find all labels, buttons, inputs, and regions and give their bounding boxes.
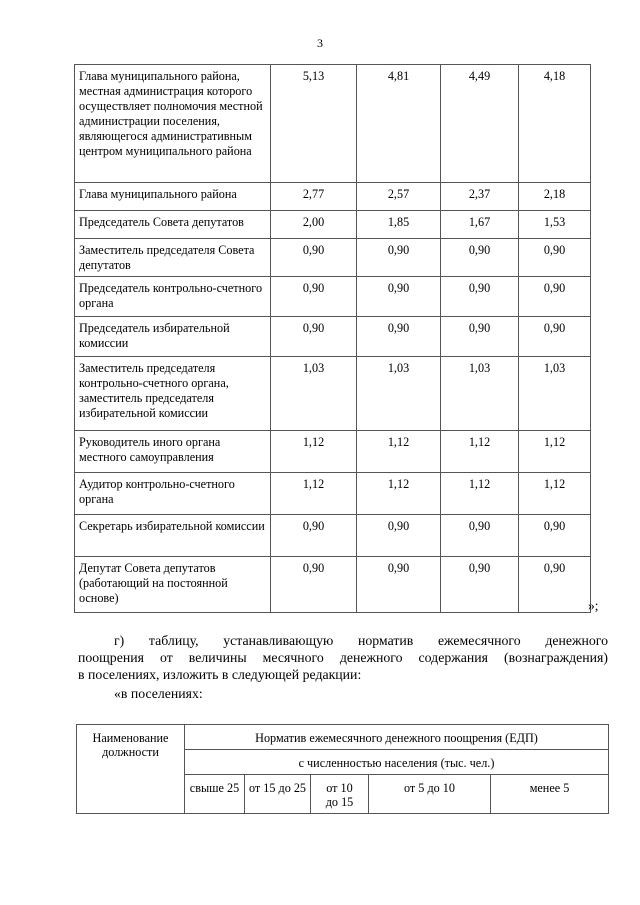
coefficient-cell: 1,67 — [441, 211, 519, 239]
coefficient-cell: 0,90 — [519, 317, 591, 357]
coefficient-cell: 1,12 — [357, 473, 441, 515]
coefficient-cell: 4,49 — [441, 65, 519, 183]
coefficient-cell: 0,90 — [519, 277, 591, 317]
page-number: 3 — [317, 36, 323, 50]
position-name-cell: Глава муниципального района, местная администрация которого осуществляет полномочия местной администрации поселения, являющегося административным центром муниципального района — [75, 65, 271, 183]
table-row — [75, 473, 591, 515]
coefficient-cell: 1,03 — [441, 357, 519, 431]
coefficient-cell: 0,90 — [441, 515, 519, 557]
table-row — [75, 65, 591, 183]
coefficient-cell: 0,90 — [441, 317, 519, 357]
coefficient-cell: 2,77 — [271, 183, 357, 211]
coefficient-cell: 0,90 — [357, 277, 441, 317]
coefficient-cell: 1,12 — [519, 473, 591, 515]
coefficient-cell: 1,03 — [271, 357, 357, 431]
coefficient-cell: 0,90 — [441, 277, 519, 317]
table-row — [75, 431, 591, 473]
coefficient-cell: 2,00 — [271, 211, 357, 239]
coefficient-cell: 0,90 — [271, 515, 357, 557]
coefficient-cell: 1,12 — [519, 431, 591, 473]
amendment-paragraph — [78, 632, 608, 683]
coefficient-cell: 1,12 — [271, 431, 357, 473]
coefficient-cell: 1,12 — [441, 473, 519, 515]
table-row — [75, 317, 591, 357]
coefficient-cell: 4,18 — [519, 65, 591, 183]
coefficient-cell: 2,37 — [441, 183, 519, 211]
table-row — [75, 239, 591, 277]
table-row — [75, 357, 591, 431]
position-name-cell: Председатель контрольно-счетного органа — [75, 277, 271, 317]
position-name-cell: Аудитор контрольно-счетного органа — [75, 473, 271, 515]
paragraph-line-2: поощрения от величины месячного денежного содержания (вознаграждения) — [78, 650, 608, 665]
coefficient-cell: 0,90 — [441, 557, 519, 613]
coefficient-cell: 0,90 — [357, 515, 441, 557]
position-name-cell: Заместитель председателя контрольно-счетного органа, заместитель председателя избирательной комиссии — [75, 357, 271, 431]
table-row — [75, 211, 591, 239]
coefficient-cell: 4,81 — [357, 65, 441, 183]
coefficient-cell: 0,90 — [271, 317, 357, 357]
population-column-header: от 15 до 25 — [245, 775, 311, 814]
coefficient-cell: 0,90 — [357, 239, 441, 277]
paragraph-line-1: г) таблицу, устанавливающую норматив ежемесячного денежного — [114, 633, 608, 648]
coefficient-cell: 0,90 — [271, 239, 357, 277]
table-row — [75, 277, 591, 317]
position-name-cell: Глава муниципального района — [75, 183, 271, 211]
paragraph-line-3: в поселениях, изложить в следующей редакции: — [78, 667, 362, 682]
closing-mark: »; — [588, 598, 599, 613]
main-table — [74, 64, 591, 613]
position-name-cell: Председатель избирательной комиссии — [75, 317, 271, 357]
coefficient-cell: 2,57 — [357, 183, 441, 211]
coefficient-cell: 1,12 — [357, 431, 441, 473]
coefficient-cell: 5,13 — [271, 65, 357, 183]
table-row — [75, 515, 591, 557]
position-name-cell: Председатель Совета депутатов — [75, 211, 271, 239]
coefficient-cell: 2,18 — [519, 183, 591, 211]
population-column-header: свыше 25 — [185, 775, 245, 814]
population-column-header: от 5 до 10 — [369, 775, 491, 814]
settlements-table — [76, 724, 609, 814]
coefficient-cell: 1,12 — [271, 473, 357, 515]
coefficient-cell: 0,90 — [519, 515, 591, 557]
position-name-cell: Заместитель председателя Совета депутатов — [75, 239, 271, 277]
subheading: «в поселениях: — [114, 686, 203, 701]
position-name-cell: Депутат Совета депутатов (работающий на постоянной основе) — [75, 557, 271, 613]
position-name-cell: Секретарь избирательной комиссии — [75, 515, 271, 557]
coefficient-cell: 1,03 — [519, 357, 591, 431]
position-name-cell: Руководитель иного органа местного самоуправления — [75, 431, 271, 473]
population-column-header: менее 5 — [491, 775, 609, 814]
population-header: с численностью населения (тыс. чел.) — [185, 750, 609, 775]
coefficient-cell: 0,90 — [271, 277, 357, 317]
edp-norm-header: Норматив ежемесячного денежного поощрения (ЕДП) — [185, 725, 609, 750]
coefficient-cell: 1,53 — [519, 211, 591, 239]
coefficient-cell: 0,90 — [357, 317, 441, 357]
coefficient-cell: 1,12 — [441, 431, 519, 473]
coefficient-cell: 0,90 — [271, 557, 357, 613]
coefficient-cell: 0,90 — [441, 239, 519, 277]
population-column-header: от 10 до 15 — [311, 775, 369, 814]
coefficient-cell: 0,90 — [519, 557, 591, 613]
coefficient-cell: 1,85 — [357, 211, 441, 239]
coefficient-cell: 0,90 — [357, 557, 441, 613]
table-row — [75, 557, 591, 613]
table-row — [75, 183, 591, 211]
position-name-header: Наименование должности — [77, 725, 185, 814]
coefficient-cell: 1,03 — [357, 357, 441, 431]
coefficient-cell: 0,90 — [519, 239, 591, 277]
